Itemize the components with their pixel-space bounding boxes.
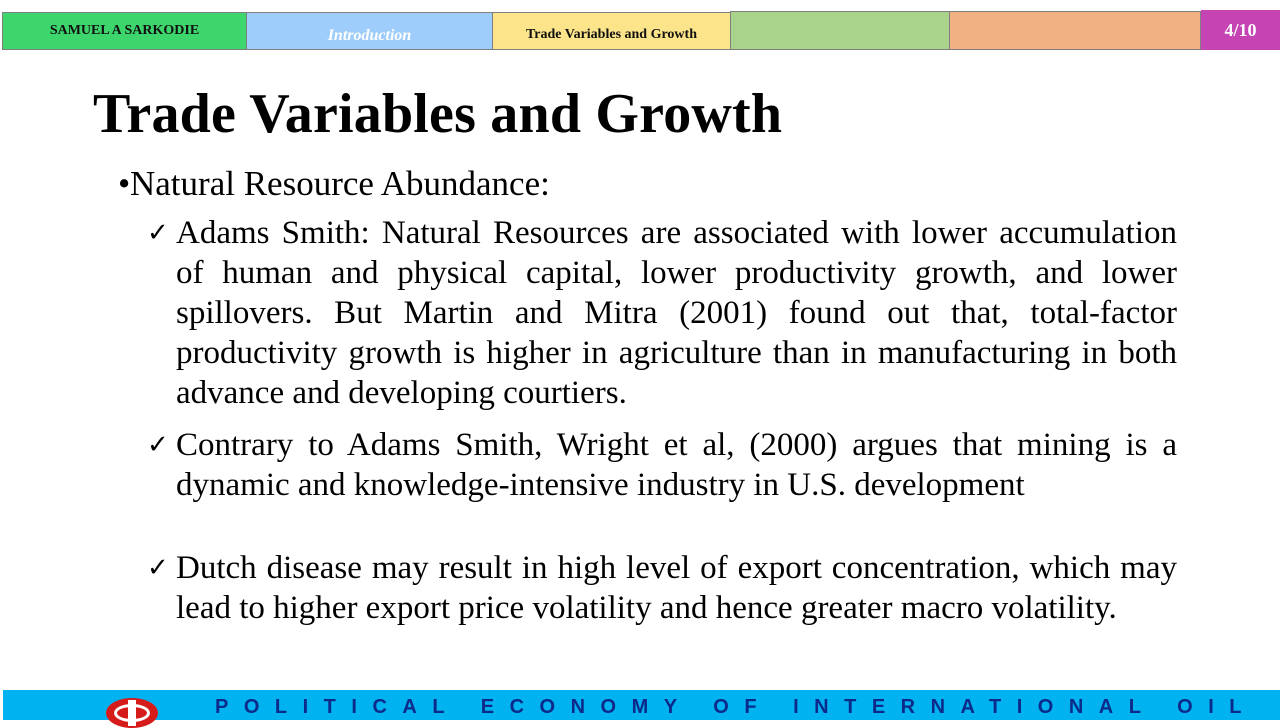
footer-bar xyxy=(3,690,1280,720)
bullet-icon: • xyxy=(118,164,131,203)
sub-point-text: Adams Smith: Natural Resources are associated with lower accumulation of human and physical capital, lower productivity growth, and lower spillovers. But Martin and Mitra (2001) found out that, total-factor productivity growth is higher in agriculture than in manufacturing in both advance and developing courtiers. xyxy=(176,215,1177,411)
slide-title: Trade Variables and Growth xyxy=(93,83,783,145)
checkmark-icon: ✓ xyxy=(147,218,169,248)
logo-icon xyxy=(106,698,158,728)
sub-point-text: Contrary to Adams Smith, Wright et al, (2000) argues that mining is a dynamic and knowledge-intensive industry in U.S. development xyxy=(176,427,1177,503)
tab-author[interactable]: SAMUEL A SARKODIE xyxy=(2,12,247,50)
tab-introduction[interactable]: Introduction xyxy=(246,12,493,50)
footer-caption: POLITICAL ECONOMY OF INTERNATIONAL OIL xyxy=(215,696,1257,718)
tab-blank-orange[interactable] xyxy=(949,11,1201,50)
main-bullet-text: Natural Resource Abundance: xyxy=(130,164,550,203)
tab-blank-green[interactable] xyxy=(730,11,950,50)
navigation-bar xyxy=(0,0,1280,52)
checkmark-icon: ✓ xyxy=(147,430,169,460)
tab-trade-variables[interactable]: Trade Variables and Growth xyxy=(492,12,731,50)
checkmark-icon: ✓ xyxy=(147,553,169,583)
sub-point-text: Dutch disease may result in high level of export concentration, which may lead to higher export price volatility and hence greater macro volatility. xyxy=(176,550,1177,626)
page-counter: 4/10 xyxy=(1201,10,1280,50)
